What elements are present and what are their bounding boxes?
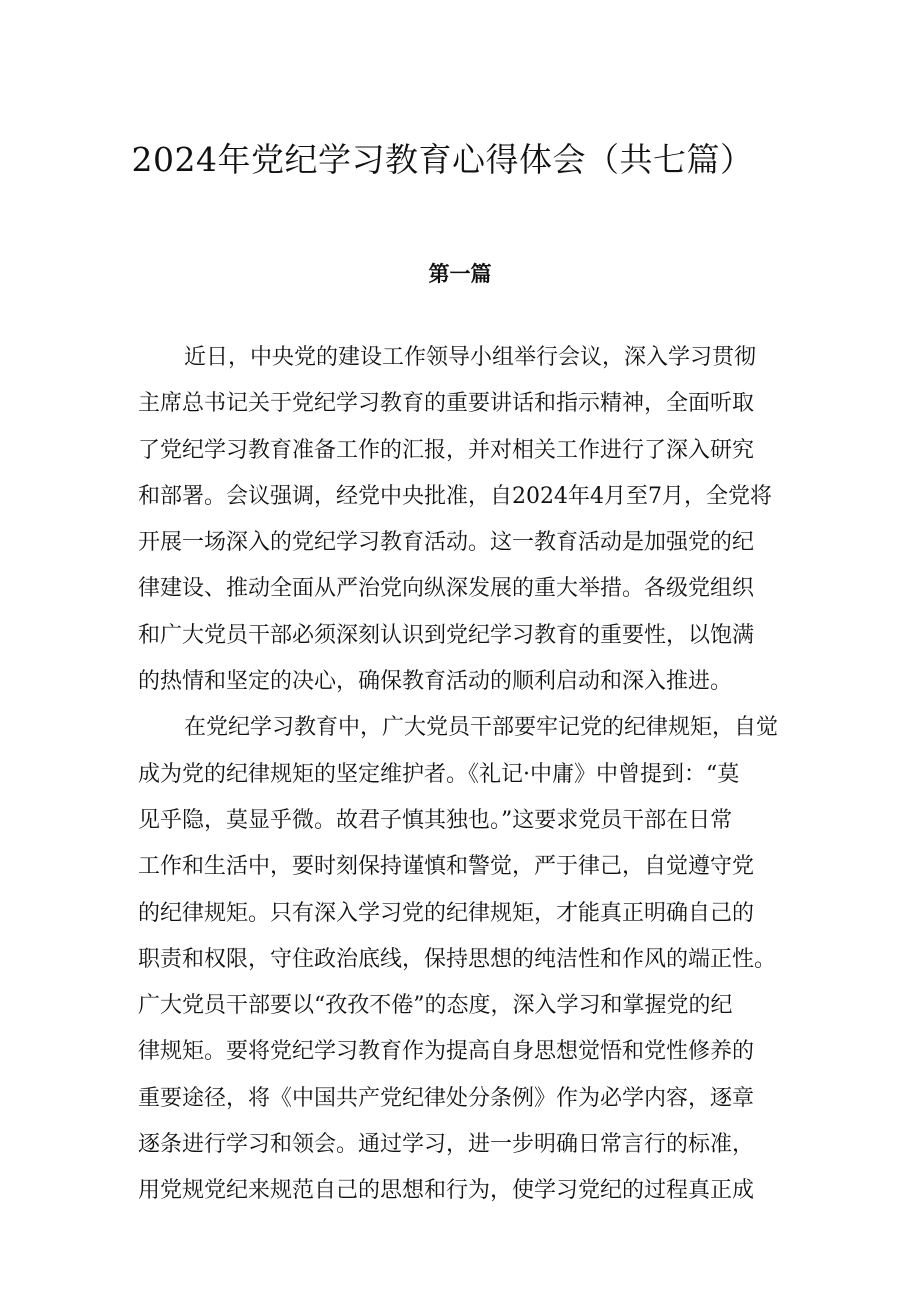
paragraph-line: 律规矩。要将党纪学习教育作为提高自身思想觉悟和党性修养的 xyxy=(138,1039,755,1065)
document-title: 2024年党纪学习教育心得体会（共七篇） xyxy=(131,140,754,179)
paragraph-line: 的纪律规矩。只有深入学习党的纪律规矩，才能真正明确自己的 xyxy=(138,900,755,926)
paragraph-line: 了党纪学习教育准备工作的汇报，并对相关工作进行了深入研究 xyxy=(138,437,755,463)
paragraph-line: 在党纪学习教育中，广大党员干部要牢记党的纪律规矩，自觉 xyxy=(184,715,779,741)
paragraph-line: 成为党的纪律规矩的坚定维护者。《礼记·中庸》中曾提到：“莫 xyxy=(138,761,740,787)
section-heading: 第一篇 xyxy=(428,262,492,286)
paragraph-line: 主席总书记关于党纪学习教育的重要讲话和指示精神，全面听取 xyxy=(138,391,755,417)
paragraph-line: 的热情和坚定的决心，确保教育活动的顺利启动和深入推进。 xyxy=(138,669,733,695)
paragraph-line: 逐条进行学习和领会。通过学习，进一步明确日常言行的标准， xyxy=(138,1132,755,1158)
body-text xyxy=(138,335,788,1215)
paragraph-line: 用党规党纪来规范自己的思想和行为，使学习党纪的过程真正成 xyxy=(138,1178,755,1204)
paragraph-line: 工作和生活中，要时刻保持谨慎和警觉，严于律己，自觉遵守党 xyxy=(138,854,755,880)
paragraph-line: 职责和权限，守住政治底线，保持思想的纯洁性和作风的端正性。 xyxy=(138,946,777,972)
paragraph-line: 律建设、推动全面从严治党向纵深发展的重大举措。各级党组织 xyxy=(138,576,755,602)
paragraph-line: 和广大党员干部必须深刻认识到党纪学习教育的重要性，以饱满 xyxy=(138,622,755,648)
paragraph-line: 近日，中央党的建设工作领导小组举行会议，深入学习贯彻 xyxy=(184,345,757,370)
paragraph-line: 广大党员干部要以“孜孜不倦”的态度，深入学习和掌握党的纪 xyxy=(138,993,733,1019)
paragraph-line: 见乎隐，莫显乎微。故君子慎其独也。”这要求党员干部在日常 xyxy=(138,807,733,833)
paragraph-line: 重要途径，将《中国共产党纪律处分条例》作为必学内容，逐章 xyxy=(138,1085,755,1111)
paragraph-line: 开展一场深入的党纪学习教育活动。这一教育活动是加强党的纪 xyxy=(138,530,755,556)
paragraph-line: 和部署。会议强调，经党中央批准，自2024年4月至7月，全党将 xyxy=(138,483,772,509)
